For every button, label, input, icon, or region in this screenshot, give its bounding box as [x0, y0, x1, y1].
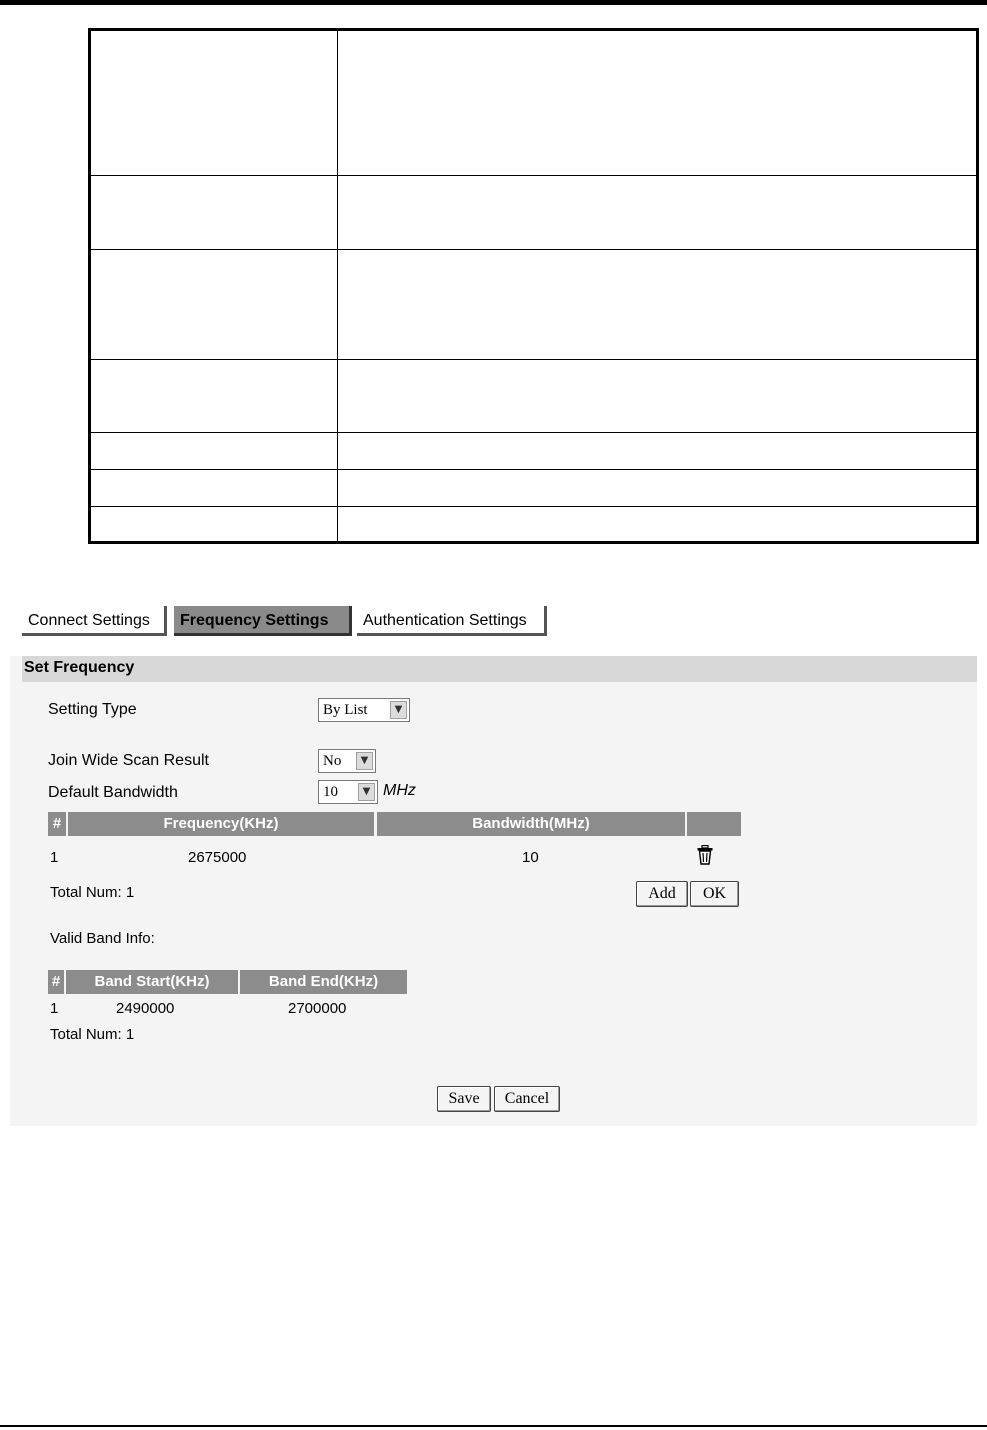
join-wide-scan-label: Join Wide Scan Result: [48, 752, 209, 769]
tab-frequency-settings[interactable]: Frequency Settings: [174, 606, 352, 636]
setting-type-label: Setting Type: [48, 701, 137, 718]
setting-type-select[interactable]: [318, 698, 410, 722]
doc-cell: [338, 176, 978, 250]
freq-header-actions: [687, 812, 741, 836]
doc-cell: [90, 470, 338, 507]
band-total: Total Num: 1: [50, 1026, 135, 1043]
doc-cell: [90, 433, 338, 470]
ok-button[interactable]: OK: [690, 881, 739, 907]
section-header: [22, 656, 977, 682]
default-bandwidth-label: Default Bandwidth: [48, 784, 178, 801]
freq-total: Total Num: 1: [50, 884, 135, 901]
chevron-down-icon: ▼: [356, 752, 373, 770]
default-bandwidth-value: 10: [323, 784, 338, 800]
section-title: Set Frequency: [24, 659, 135, 676]
doc-cell: [338, 470, 978, 507]
join-wide-scan-value: No: [323, 753, 342, 769]
freq-header-frequency: Frequency(KHz): [68, 812, 374, 836]
chevron-down-icon: ▼: [390, 701, 407, 719]
band-row-end: 2700000: [288, 1000, 347, 1017]
trash-icon[interactable]: [696, 845, 714, 865]
doc-cell: [90, 507, 338, 543]
cancel-button[interactable]: Cancel: [494, 1086, 560, 1112]
band-header-start: Band Start(KHz): [66, 970, 238, 994]
valid-band-title: Valid Band Info:: [50, 930, 155, 947]
frequency-panel: [10, 656, 977, 1126]
freq-header-bandwidth: Bandwidth(MHz): [377, 812, 685, 836]
freq-row-frequency: 2675000: [188, 849, 247, 866]
bandwidth-unit: MHz: [383, 782, 416, 799]
doc-cell: [338, 30, 978, 176]
tab-authentication-settings[interactable]: Authentication Settings: [357, 606, 547, 636]
freq-header-num: #: [48, 812, 66, 836]
doc-cell: [338, 433, 978, 470]
join-wide-scan-select[interactable]: [318, 749, 376, 773]
doc-cell: [338, 360, 978, 433]
doc-cell: [338, 507, 978, 543]
doc-cell: [90, 30, 338, 176]
band-row-start: 2490000: [116, 1000, 175, 1017]
top-rule: [0, 0, 987, 5]
doc-cell: [90, 360, 338, 433]
doc-cell: [338, 250, 978, 360]
band-header-end: Band End(KHz): [240, 970, 407, 994]
band-header-num: #: [48, 970, 64, 994]
default-bandwidth-select[interactable]: [318, 780, 378, 804]
freq-row-bandwidth: 10: [522, 849, 539, 866]
tab-connect-settings[interactable]: Connect Settings: [22, 606, 167, 636]
doc-cell: [90, 176, 338, 250]
document-table: [88, 28, 979, 544]
setting-type-value: By List: [323, 702, 368, 718]
band-row-num: 1: [50, 1000, 59, 1017]
chevron-down-icon: ▼: [358, 783, 375, 801]
save-button[interactable]: Save: [437, 1086, 491, 1112]
freq-row-num: 1: [50, 849, 59, 866]
bottom-rule: [0, 1425, 987, 1427]
doc-cell: [90, 250, 338, 360]
add-button[interactable]: Add: [636, 881, 688, 907]
